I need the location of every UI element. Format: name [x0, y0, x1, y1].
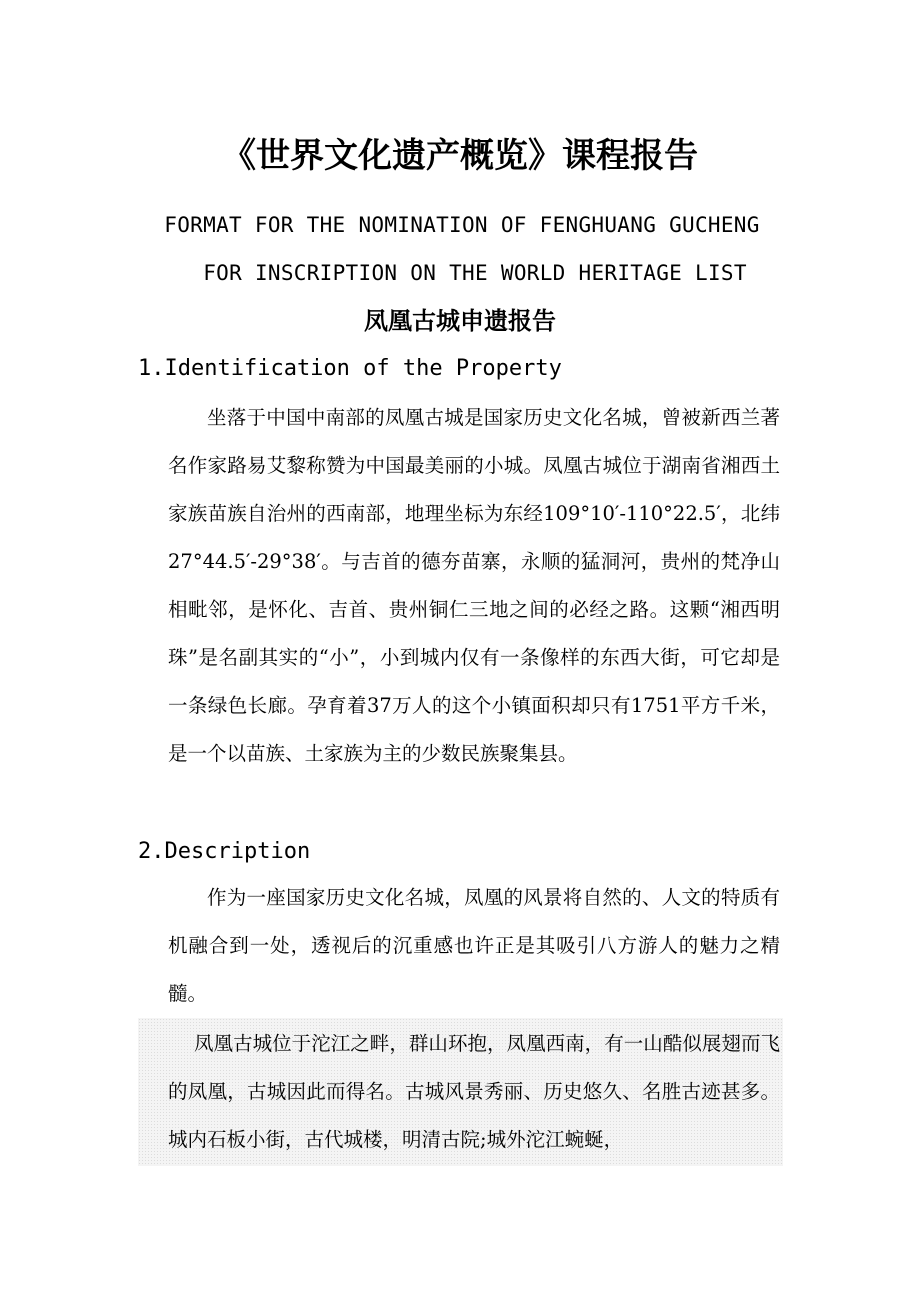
english-subtitle-line-2: FOR INSCRIPTION ON THE WORLD HERITAGE LIST [203, 261, 747, 285]
section-heading-identification: 1.Identification of the Property [138, 356, 562, 381]
english-subtitle-line-1: FORMAT FOR THE NOMINATION OF FENGHUANG GUCHENG [164, 213, 760, 237]
section-heading-description: 2.Description [138, 839, 311, 864]
document-title: 《世界文化遗产概览》课程报告 [222, 136, 698, 176]
description-paragraph-2: 凤凰古城位于沱江之畔，群山环抱，凤凰西南，有一山酷似展翅而飞的凤凰，古城因此而得名。古城风景秀丽、历史悠久、名胜古迹甚多。城内石板小街，古代城楼，明清古院;城外沱江蜿蜒， [168, 1032, 780, 1151]
chinese-subtitle: 凤凰古城申遗报告 [364, 307, 556, 335]
identification-paragraph: 坐落于中国中南部的凤凰古城是国家历史文化名城，曾被新西兰著名作家路易艾黎称赞为中国最美丽的小城。凤凰古城位于湖南省湘西土家族苗族自治州的西南部，地理坐标为东经109°10′-110°22.5′，北纬27°44.5′-29°38′。与吉首的德夯苗寨，永顺的猛洞河，贵州的梵净山相毗邻，是怀化、吉首、贵州铜仁三地之间的必经之路。这颗“湘西明珠”是名副其实的“小”，小到城内仅有一条像样的东西大街，可它却是一条绿色长廊。孕育着37万人的这个小镇面积却只有1751平方千米，是一个以苗族、土家族为主的少数民族聚集县。 [168, 406, 780, 765]
description-paragraph-1: 作为一座国家历史文化名城，凤凰的风景将自然的、人文的特质有机融合到一处，透视后的沉重感也许正是其吸引八方游人的魅力之精髓。 [168, 886, 780, 1005]
